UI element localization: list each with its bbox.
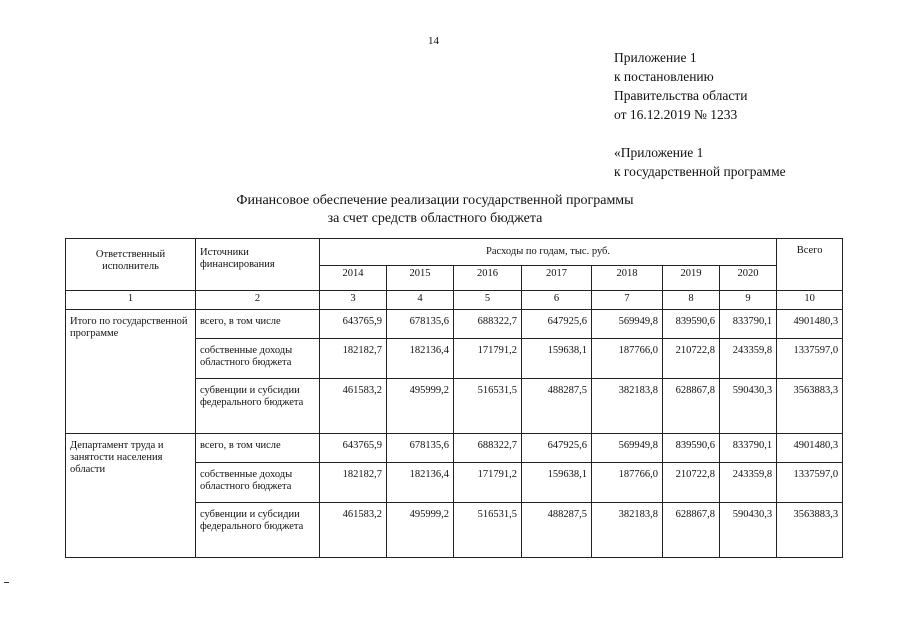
appendix-line: к государственной программе: [614, 164, 786, 179]
column-number: 5: [454, 291, 522, 310]
executor-cell: Итого по государственной программе: [66, 310, 196, 434]
executor-cell: Департамент труда и занятости населения области: [66, 434, 196, 558]
value-cell: 461583,2: [320, 503, 387, 558]
value-cell: 171791,2: [454, 463, 522, 503]
year-header: 2019: [663, 266, 720, 291]
value-cell: 182136,4: [387, 463, 454, 503]
value-cell: 569949,8: [592, 434, 663, 463]
value-cell: 833790,1: [720, 434, 777, 463]
value-cell: 688322,7: [454, 310, 522, 339]
total-cell: 1337597,0: [777, 463, 843, 503]
total-cell: 3563883,3: [777, 379, 843, 434]
value-cell: 210722,8: [663, 339, 720, 379]
appendix-line: «Приложение 1: [614, 145, 704, 160]
column-number: 7: [592, 291, 663, 310]
total-cell: 4901480,3: [777, 434, 843, 463]
value-cell: 182136,4: [387, 339, 454, 379]
page-number: 14: [428, 35, 439, 47]
appendix-line: Приложение 1: [614, 50, 697, 65]
column-number: 8: [663, 291, 720, 310]
appendix-line: Правительства области: [614, 88, 748, 103]
value-cell: 590430,3: [720, 503, 777, 558]
value-cell: 187766,0: [592, 463, 663, 503]
value-cell: 461583,2: [320, 379, 387, 434]
value-cell: 187766,0: [592, 339, 663, 379]
year-header: 2015: [387, 266, 454, 291]
header-executor: Ответственный исполнитель: [66, 239, 196, 291]
appendix-block: [614, 48, 786, 181]
value-cell: 628867,8: [663, 379, 720, 434]
value-cell: 833790,1: [720, 310, 777, 339]
column-number: 6: [522, 291, 592, 310]
value-cell: 678135,6: [387, 310, 454, 339]
value-cell: 643765,9: [320, 310, 387, 339]
source-cell: собственные доходы областного бюджета: [196, 463, 320, 503]
value-cell: 171791,2: [454, 339, 522, 379]
financing-table: [65, 238, 843, 558]
value-cell: 210722,8: [663, 463, 720, 503]
header-expenses: Расходы по годам, тыс. руб.: [320, 239, 777, 266]
value-cell: 382183,8: [592, 379, 663, 434]
value-cell: 159638,1: [522, 339, 592, 379]
header-sources: Источники финансирования: [196, 239, 320, 291]
column-number: 2: [196, 291, 320, 310]
value-cell: 590430,3: [720, 379, 777, 434]
column-number: 1: [66, 291, 196, 310]
year-header: 2014: [320, 266, 387, 291]
value-cell: 488287,5: [522, 379, 592, 434]
value-cell: 516531,5: [454, 379, 522, 434]
title-line: за счет средств областного бюджета: [327, 211, 543, 226]
value-cell: 678135,6: [387, 434, 454, 463]
appendix-line: к постановлению: [614, 69, 714, 84]
value-cell: 516531,5: [454, 503, 522, 558]
year-header: 2020: [720, 266, 777, 291]
table-row: [66, 310, 843, 339]
value-cell: 243359,8: [720, 339, 777, 379]
title-line: Финансовое обеспечение реализации государственной программы: [236, 193, 634, 208]
value-cell: 382183,8: [592, 503, 663, 558]
source-cell: субвенции и субсидии федерального бюджета: [196, 379, 320, 434]
document-title: [0, 192, 870, 228]
year-header: 2018: [592, 266, 663, 291]
value-cell: 159638,1: [522, 463, 592, 503]
column-number: 4: [387, 291, 454, 310]
year-header: 2016: [454, 266, 522, 291]
total-cell: 1337597,0: [777, 339, 843, 379]
value-cell: 628867,8: [663, 503, 720, 558]
source-cell: собственные доходы областного бюджета: [196, 339, 320, 379]
margin-mark: [4, 582, 9, 583]
value-cell: 647925,6: [522, 310, 592, 339]
source-cell: всего, в том числе: [196, 310, 320, 339]
value-cell: 569949,8: [592, 310, 663, 339]
value-cell: 243359,8: [720, 463, 777, 503]
value-cell: 495999,2: [387, 503, 454, 558]
value-cell: 688322,7: [454, 434, 522, 463]
source-cell: всего, в том числе: [196, 434, 320, 463]
column-number: 10: [777, 291, 843, 310]
column-number: 9: [720, 291, 777, 310]
header-total: Всего: [777, 239, 843, 291]
total-cell: 4901480,3: [777, 310, 843, 339]
year-header: 2017: [522, 266, 592, 291]
appendix-line: от 16.12.2019 № 1233: [614, 107, 738, 122]
value-cell: 495999,2: [387, 379, 454, 434]
value-cell: 839590,6: [663, 434, 720, 463]
table-row: [66, 434, 843, 463]
value-cell: 182182,7: [320, 463, 387, 503]
value-cell: 643765,9: [320, 434, 387, 463]
value-cell: 839590,6: [663, 310, 720, 339]
column-number: 3: [320, 291, 387, 310]
value-cell: 182182,7: [320, 339, 387, 379]
source-cell: субвенции и субсидии федерального бюджета: [196, 503, 320, 558]
value-cell: 488287,5: [522, 503, 592, 558]
total-cell: 3563883,3: [777, 503, 843, 558]
value-cell: 647925,6: [522, 434, 592, 463]
